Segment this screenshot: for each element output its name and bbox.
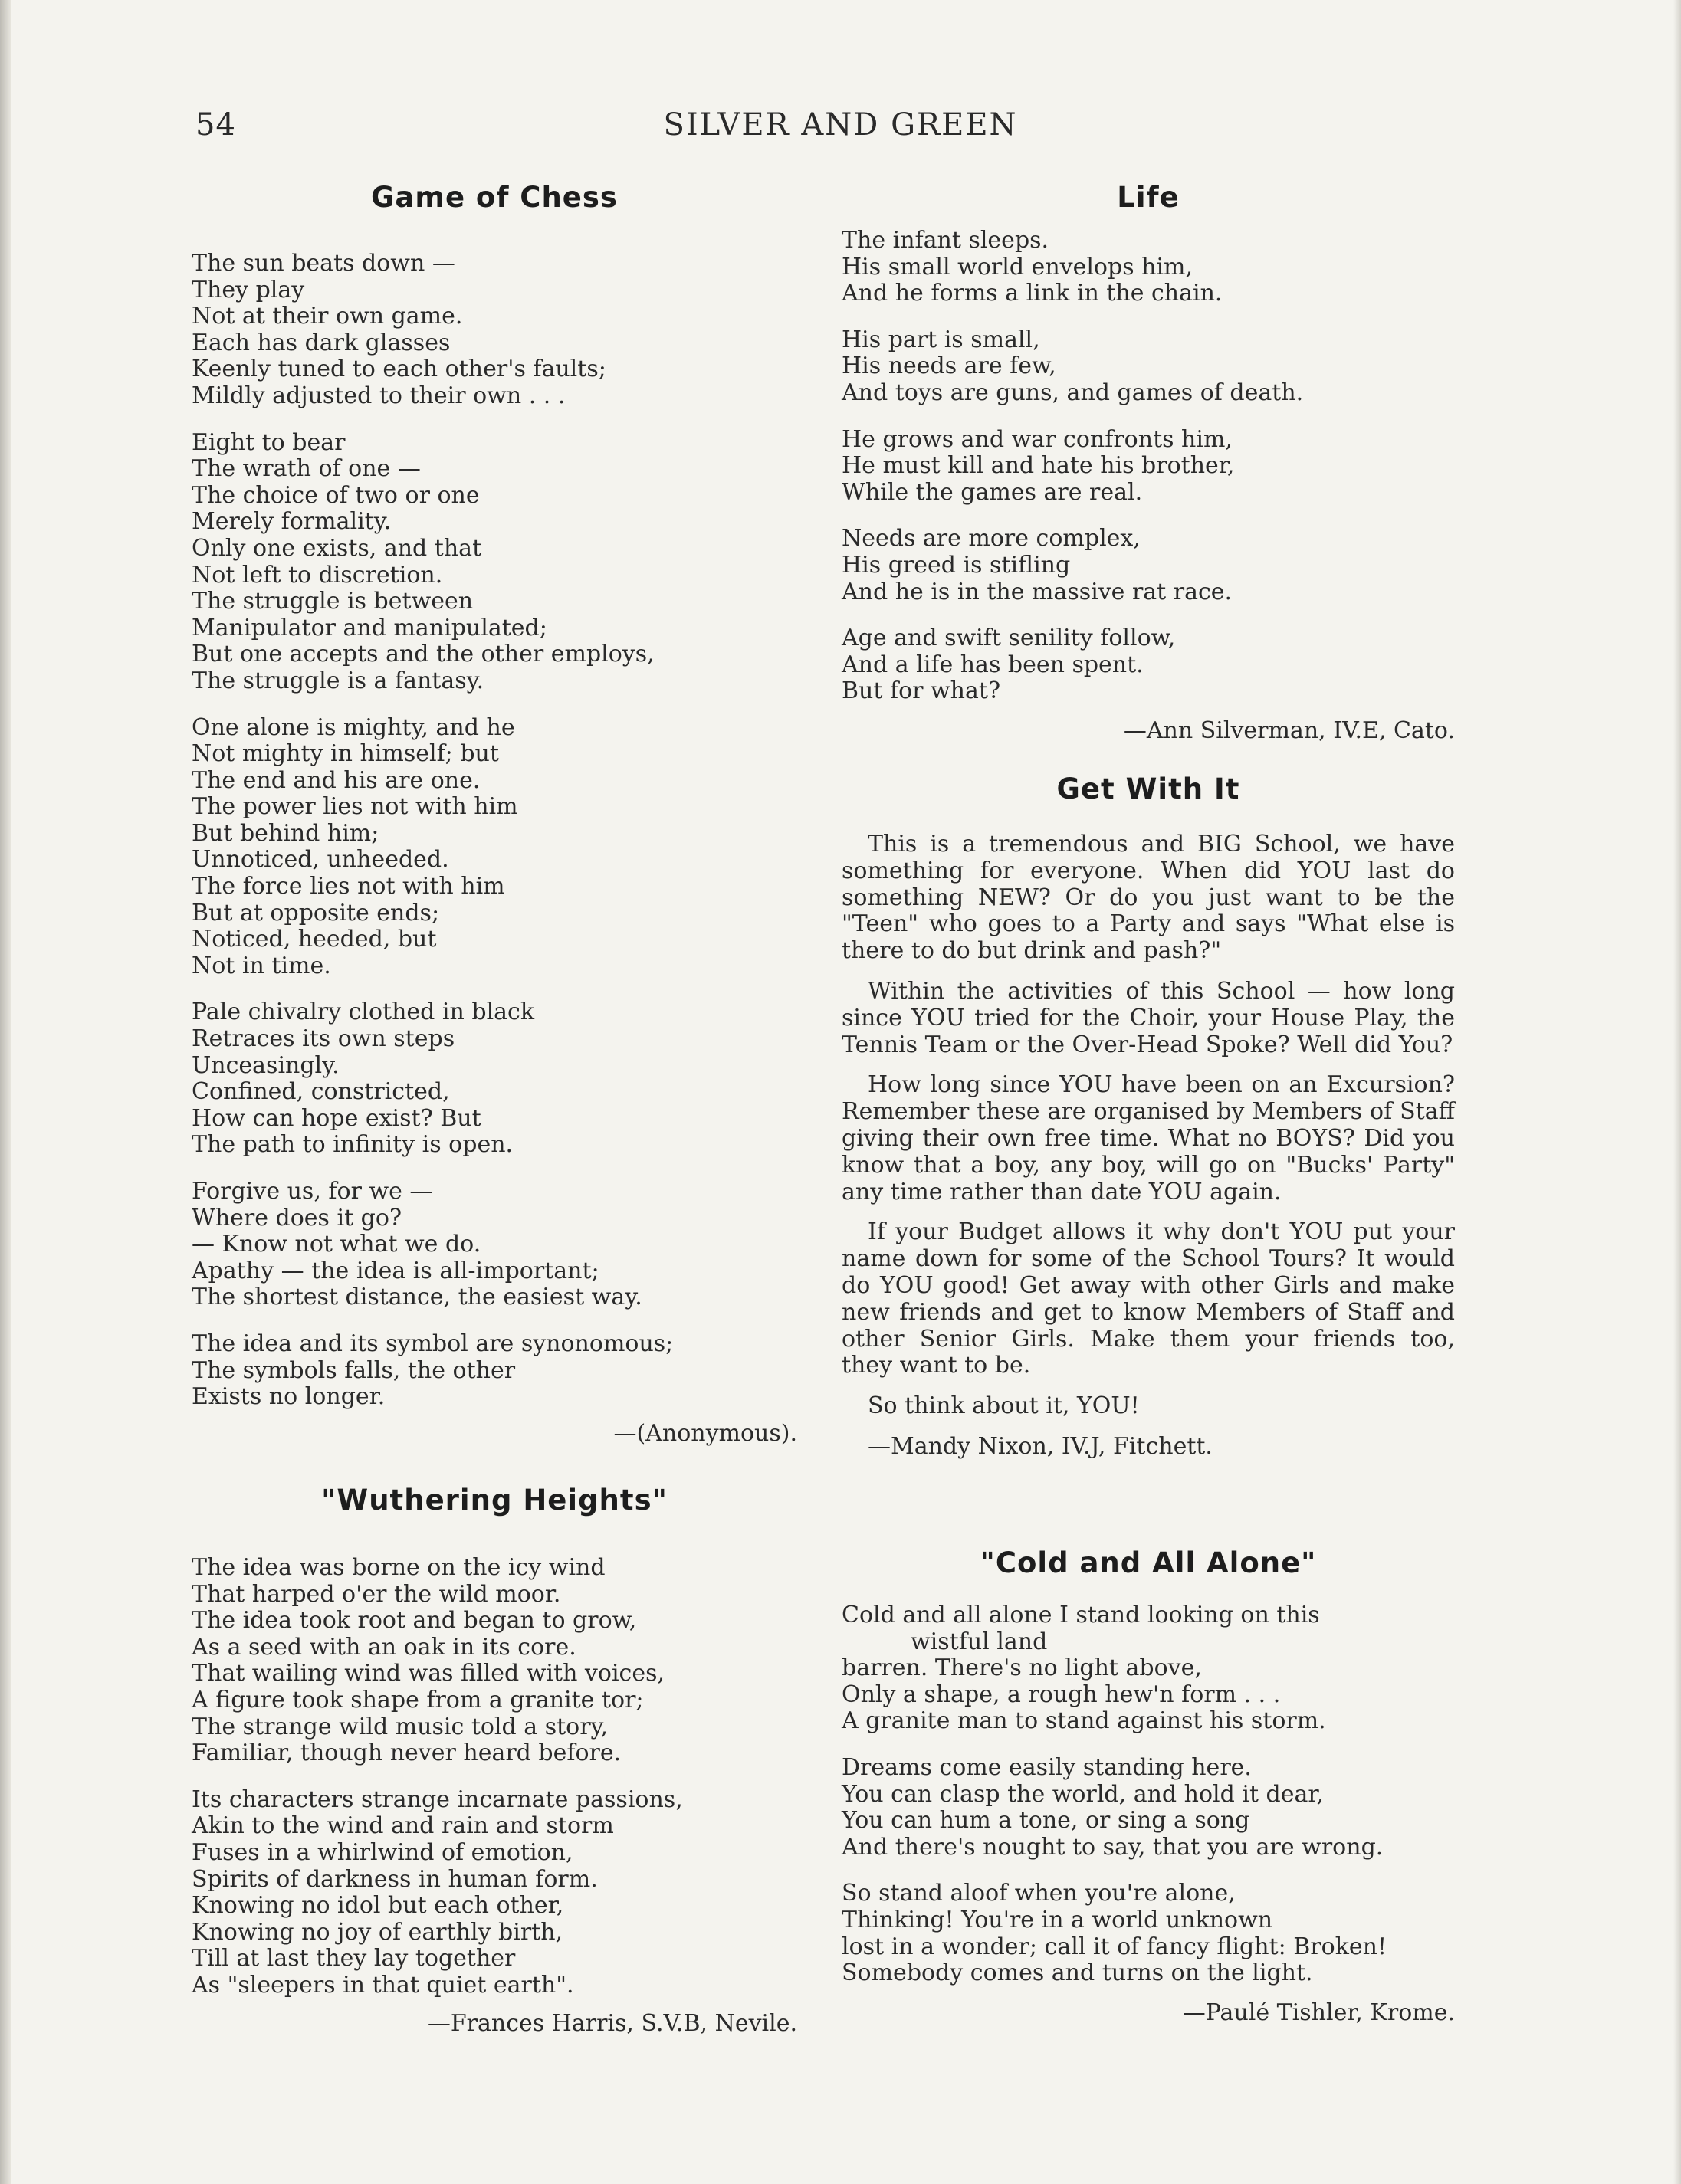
article-paragraph: If your Budget allows it why don't YOU put your name down for some of the School Tours? It would do YOU good! Get away with other Girls and make new friends and get to know Members of Staff and other Senior Girls. Make them your friends too, they want to be. xyxy=(842,1218,1455,1379)
stanza xyxy=(192,430,797,695)
poem-line: A figure took shape from a granite tor; xyxy=(192,1686,644,1713)
stanza xyxy=(842,526,1455,605)
stanza xyxy=(842,1755,1455,1861)
poem-line: The shortest distance, the easiest way. xyxy=(192,1284,642,1311)
poem-line: Not left to discretion. xyxy=(192,561,443,589)
stanza xyxy=(192,999,797,1159)
article-body xyxy=(842,831,1455,1420)
poem-line: Only one exists, and that xyxy=(192,534,482,562)
poem-line: Apathy — the idea is all-important; xyxy=(192,1257,599,1284)
poem-line: Somebody comes and turns on the light. xyxy=(842,1959,1313,1987)
stanza xyxy=(192,251,797,410)
poem-line: Pale chivalry clothed in black xyxy=(192,999,535,1026)
poem-line: Needs are more complex, xyxy=(842,525,1141,553)
poem-line: The wrath of one — xyxy=(192,455,421,483)
poem-line: He grows and war confronts him, xyxy=(842,425,1233,453)
poem-line: Confined, constricted, xyxy=(192,1078,450,1106)
poem-line: Familiar, though never heard before. xyxy=(192,1740,622,1767)
poem-line: Forgive us, for we — xyxy=(192,1178,433,1205)
poem-line: The path to infinity is open. xyxy=(192,1131,514,1159)
poem-line: And he forms a link in the chain. xyxy=(842,280,1223,307)
stanza xyxy=(192,1179,797,1311)
poem-line: Dreams come easily standing here. xyxy=(842,1753,1252,1781)
poem-line: Mildly adjusted to their own . . . xyxy=(192,382,566,409)
poem-body xyxy=(842,1602,1455,1987)
poem-line: The idea and its symbol are synonomous; xyxy=(192,1330,674,1357)
poem-line: His needs are few, xyxy=(842,353,1056,380)
poem-line: The symbols falls, the other xyxy=(192,1356,516,1384)
stanza xyxy=(842,1602,1455,1735)
poem-line: lost in a wonder; call it of fancy flight: Broken! xyxy=(842,1933,1387,1960)
poem-title: "Cold and All Alone" xyxy=(980,1546,1317,1579)
poem-signature: —Frances Harris, S.V.B, Nevile. xyxy=(427,2009,797,2037)
poem-line: As a seed with an oak in its core. xyxy=(192,1633,576,1661)
poem-line: His greed is stifling xyxy=(842,551,1071,579)
poem-game-of-chess xyxy=(192,181,797,1448)
poem-line: You can hum a tone, or sing a song xyxy=(842,1807,1250,1835)
article-paragraph: Within the activities of this School — how long since YOU tried for the Choir, your House Play, the Tennis Team or the Over-Head Spoke? Well did You? xyxy=(842,977,1455,1058)
poem-line: While the games are real. xyxy=(842,478,1143,506)
page-binding-edge xyxy=(0,0,11,2184)
poem-line: The struggle is between xyxy=(192,588,474,615)
poem-line: Its characters strange incarnate passions, xyxy=(192,1786,683,1813)
article-paragraph: This is a tremendous and BIG School, we have something for everyone. When did YOU last do something NEW? Or do you just want to be the "Teen" who goes to a Party and says "What else is there to do but drink and pash?" xyxy=(842,831,1455,965)
poem-title: Game of Chess xyxy=(371,181,618,214)
poem-signature: —Ann Silverman, IV.E, Cato. xyxy=(1123,717,1455,744)
poem-line: The strange wild music told a story, xyxy=(192,1713,609,1740)
poem-line: Akin to the wind and rain and storm xyxy=(192,1812,614,1840)
stanza xyxy=(842,427,1455,507)
poem-line: And toys are guns, and games of death. xyxy=(842,379,1304,406)
stanza xyxy=(842,625,1455,705)
poem-line: Merely formality. xyxy=(192,508,392,536)
poem-signature: —Paulé Tishler, Krome. xyxy=(1182,1999,1455,2026)
poem-signature: —(Anonymous). xyxy=(613,1419,797,1447)
poem-line: The force lies not with him xyxy=(192,873,505,900)
poem-line: — Know not what we do. xyxy=(192,1231,481,1258)
page-right-edge xyxy=(1673,0,1681,2184)
poem-line: Exists no longer. xyxy=(192,1383,386,1411)
stanza xyxy=(192,715,797,980)
stanza xyxy=(192,1331,797,1411)
poem-line: Knowing no joy of earthly birth, xyxy=(192,1918,563,1946)
poem-line: Only a shape, a rough hew'n form . . . xyxy=(842,1681,1281,1708)
poem-line: Cold and all alone I stand looking on this xyxy=(842,1602,1320,1628)
poem-body xyxy=(192,251,797,1411)
poem-body xyxy=(842,228,1455,705)
poem-body xyxy=(192,1555,797,1999)
article-paragraph: So think about it, YOU! xyxy=(868,1392,1140,1420)
stanza xyxy=(842,228,1455,307)
poem-line: Unnoticed, unheeded. xyxy=(192,846,449,874)
running-head: SILVER AND GREEN xyxy=(663,107,1018,143)
poem-line: Not at their own game. xyxy=(192,303,463,330)
poem-line: But for what? xyxy=(842,677,1001,705)
poem-line: And he is in the massive rat race. xyxy=(842,578,1233,605)
poem-line: Knowing no idol but each other, xyxy=(192,1892,564,1920)
poem-line: That harped o'er the wild moor. xyxy=(192,1580,561,1608)
stanza xyxy=(842,327,1455,407)
poem-line: The sun beats down — xyxy=(192,250,455,277)
stanza xyxy=(192,1787,797,1999)
poem-line: Age and swift senility follow, xyxy=(842,625,1176,652)
poem-line: The infant sleeps. xyxy=(842,227,1049,254)
poem-line: But behind him; xyxy=(192,819,379,847)
poem-line: The idea was borne on the icy wind xyxy=(192,1554,606,1581)
poem-line: That wailing wind was filled with voices, xyxy=(192,1660,665,1687)
poem-line: Keenly tuned to each other's faults; xyxy=(192,356,606,383)
poem-line: You can clasp the world, and hold it dear, xyxy=(842,1780,1324,1808)
poem-wuthering-heights xyxy=(192,1484,797,2038)
poem-line: As "sleepers in that quiet earth". xyxy=(192,1971,574,1999)
poem-line: Fuses in a whirlwind of emotion, xyxy=(192,1838,573,1866)
poem-line: And a life has been spent. xyxy=(842,651,1144,678)
poem-line: But one accepts and the other employs, xyxy=(192,641,655,668)
poem-line: Noticed, heeded, but xyxy=(192,926,437,953)
poem-line: The struggle is a fantasy. xyxy=(192,667,484,694)
poem-line: wistful land xyxy=(911,1628,1048,1655)
article-signature: —Mandy Nixon, IV.J, Fitchett. xyxy=(868,1432,1213,1460)
poem-title: Life xyxy=(1117,181,1180,214)
poem-line: A granite man to stand against his storm. xyxy=(842,1707,1326,1735)
poem-line: But at opposite ends; xyxy=(192,899,440,926)
poem-line: Thinking! You're in a world unknown xyxy=(842,1906,1273,1933)
poem-line: Where does it go? xyxy=(192,1204,402,1231)
poem-line: The end and his are one. xyxy=(192,766,481,794)
page-number: 54 xyxy=(195,107,236,143)
article-title: Get With It xyxy=(1056,772,1240,805)
poem-line: Retraces its own steps xyxy=(192,1025,455,1053)
poem-line: The choice of two or one xyxy=(192,481,480,509)
poem-line: The power lies not with him xyxy=(192,793,518,821)
poem-cold-and-all-alone xyxy=(842,1546,1455,2027)
poem-line: Not in time. xyxy=(192,952,331,979)
poem-line: His small world envelops him, xyxy=(842,253,1193,280)
poem-line: Eight to bear xyxy=(192,428,346,456)
stanza xyxy=(192,1555,797,1767)
poem-line: His part is small, xyxy=(842,326,1040,353)
poem-line: How can hope exist? But xyxy=(192,1104,481,1132)
poem-title: "Wuthering Heights" xyxy=(321,1484,668,1517)
poem-line: Spirits of darkness in human form. xyxy=(192,1865,598,1893)
article-paragraph: How long since YOU have been on an Excursion? Remember these are organised by Members of Staff giving their own free time. What no BOYS? Did you know that a boy, any boy, will go on "Bucks' Party" any time rather than date YOU again. xyxy=(842,1071,1455,1205)
poem-line: Till at last they lay together xyxy=(192,1945,516,1972)
poem-line: Unceasingly. xyxy=(192,1051,340,1079)
poem-life xyxy=(842,181,1455,745)
poem-line: barren. There's no light above, xyxy=(842,1654,1202,1682)
article-get-with-it xyxy=(842,772,1455,1474)
stanza xyxy=(842,1881,1455,1986)
poem-line: He must kill and hate his brother, xyxy=(842,452,1235,480)
poem-line: Manipulator and manipulated; xyxy=(192,614,547,641)
poem-line: One alone is mighty, and he xyxy=(192,713,515,741)
poem-line: The idea took root and began to grow, xyxy=(192,1607,637,1635)
poem-line: Each has dark glasses xyxy=(192,329,451,356)
poem-line: So stand aloof when you're alone, xyxy=(842,1880,1236,1907)
poem-line: And there's nought to say, that you are wrong. xyxy=(842,1833,1384,1861)
poem-line: Not mighty in himself; but xyxy=(192,740,499,768)
poem-line: They play xyxy=(192,276,305,303)
